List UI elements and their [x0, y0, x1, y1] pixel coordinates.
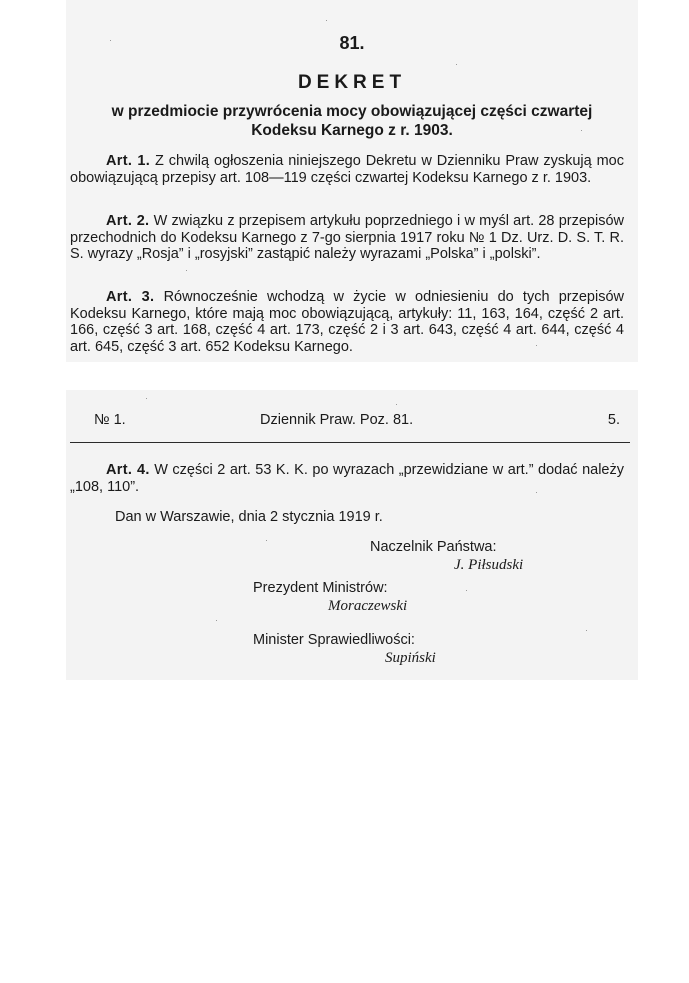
article-text: W związku z przepisem artykułu poprzedniego i w myśl art. 28 przepisów przechodnich do Kodeksu Karnego z 7-go sierpnia 1917 roku № 1 Dz. Urz. D. S. T. R. S. wyrazy „Rosja” i „rosyjski” zastąpić należy wyrazami „Polska” i „polski”. [70, 213, 624, 263]
article-label: Art. 4. [106, 462, 150, 478]
article-3 [70, 289, 624, 355]
subtitle-line-1: w przedmiocie przywrócenia mocy obowiązującej części czwartej [111, 103, 593, 120]
signature-title-prime-minister: Prezydent Ministrów: [253, 580, 388, 596]
issue-number: № 1. [94, 412, 126, 428]
header-divider [70, 442, 630, 443]
subtitle-line-2: Kodeksu Karnego z r. 1903. [251, 122, 453, 139]
article-label: Art. 3. [106, 289, 155, 305]
date-line: Dan w Warszawie, dnia 2 stycznia 1919 r. [115, 509, 383, 525]
running-header [66, 412, 626, 432]
article-text: Równocześnie wchodzą w życie w odniesieniu do tych przepisów Kodeksu Karnego, które mają moc obowiązującą, artykuły: 11, 163, 164, część 2 art. 166, część 3 art. 168, część 4 art. 173, część 2 i 3 art. 643, część 4 art. 644, część 4 art. 645, część 3 art. 652 Kodeksu Karnego. [70, 289, 624, 355]
signature-name-justice-minister: Supiński [385, 650, 436, 666]
page-number: 81. [339, 33, 365, 53]
article-label: Art. 1. [106, 153, 151, 169]
journal-reference: Dziennik Praw. Poz. 81. [260, 412, 414, 428]
article-4 [70, 462, 624, 495]
signature-name-prime-minister: Moraczewski [328, 598, 408, 614]
signature-title-justice-minister: Minister Sprawiedliwości: [253, 632, 415, 648]
article-1 [70, 153, 624, 186]
decree-subtitle [66, 102, 638, 140]
signature-name-head-of-state: J. Piłsudski [454, 557, 524, 573]
journal-page-number: 5. [607, 412, 620, 428]
article-2 [70, 213, 624, 263]
article-text: W części 2 art. 53 K. K. po wyrazach „przewidziane w art.” dodać należy „108, 110”. [70, 462, 624, 495]
decree-title: DEKRET [297, 72, 407, 93]
article-label: Art. 2. [106, 213, 150, 229]
signature-title-head-of-state: Naczelnik Państwa: [370, 539, 497, 555]
article-text: Z chwilą ogłoszenia niniejszego Dekretu w Dzienniku Praw zyskują moc obowiązującą przepisy art. 108—119 części czwartej Kodeksu Karnego z r. 1903. [70, 153, 624, 186]
